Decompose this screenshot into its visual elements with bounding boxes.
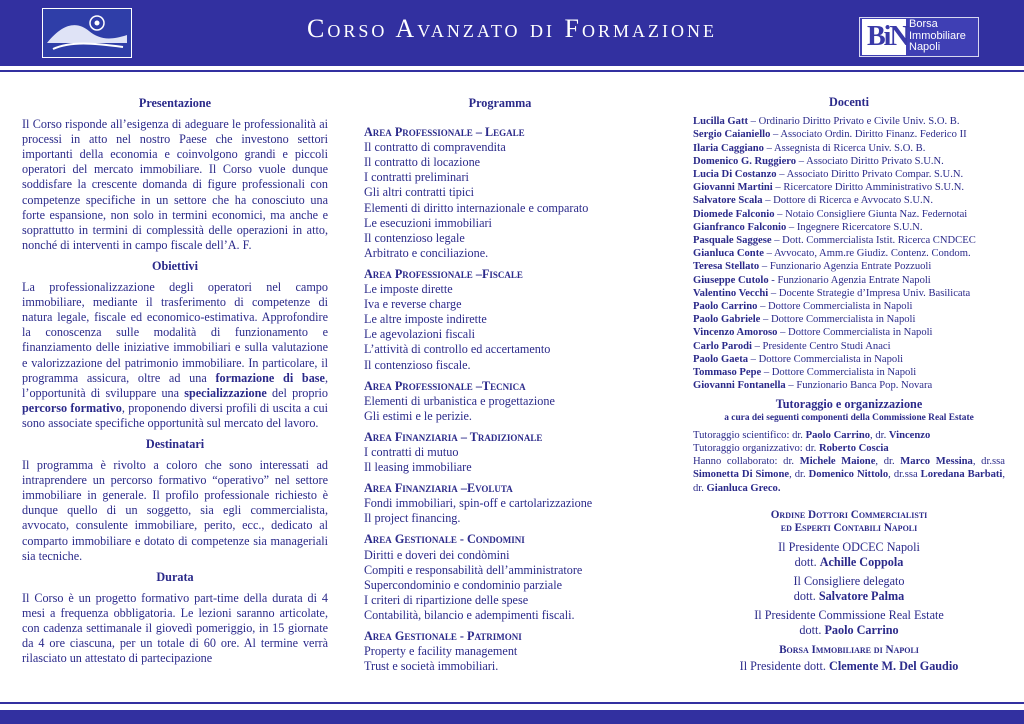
logo-right-text xyxy=(909,19,966,54)
presidente-commissione xyxy=(693,608,1005,638)
area-heading: Area Finanziaria –Evoluta xyxy=(364,481,513,496)
bin-logo-mark xyxy=(862,19,906,55)
coll-name-1: Michele Maione xyxy=(799,456,876,468)
logo-line-3: Napoli xyxy=(909,41,941,53)
program-item: I contratti preliminari xyxy=(364,170,469,185)
org-odcec-line-1: Ordine Dottori Commercialisti xyxy=(770,508,928,521)
area-heading: Area Professionale – Legale xyxy=(364,125,525,140)
docente-name: Giuseppe Cutolo xyxy=(693,274,769,286)
coll-name-3: Simonetta Di Simone xyxy=(693,469,790,481)
tutoraggio-scientifico xyxy=(693,429,1005,442)
program-item: Fondi immobiliari, spin-off e cartolarizzazione xyxy=(364,496,593,511)
docente-role: – Ordinario Diritto Privato e Civile Univ. S.O. B. xyxy=(748,116,960,128)
column-right xyxy=(693,96,1005,674)
obiettivi-bold-3: percorso formativo xyxy=(22,400,122,415)
docente-row xyxy=(693,221,1005,234)
program-item: Property e facility management xyxy=(364,644,518,659)
docente-row xyxy=(693,300,1005,313)
heading-obiettivi: Obiettivi xyxy=(151,258,199,273)
header-divider xyxy=(0,70,1024,72)
docente-row xyxy=(693,247,1005,260)
docente-row xyxy=(693,208,1005,221)
coll-name-2: Marco Messina xyxy=(900,456,973,468)
docente-role: – Dottore Commercialista in Napoli xyxy=(757,301,913,313)
coll-name-4: Domenico Nittolo xyxy=(808,469,889,481)
program-item: L’attività di controllo ed accertamento xyxy=(364,342,551,357)
program-item: Elementi di urbanistica e progettazione xyxy=(364,393,555,408)
page-title: Corso Avanzato di Formazione xyxy=(307,14,717,43)
program-item: Le altre imposte indirette xyxy=(364,312,487,327)
docente-role: – Associato Diritto Privato S.U.N. xyxy=(796,155,944,167)
pres1-prefix: dott. xyxy=(794,554,820,569)
tutor-org-name: Roberto Coscia xyxy=(818,443,889,455)
program-item: Arbitrato e conciliazione. xyxy=(364,245,489,260)
pres3-role: Il Presidente Commissione Real Estate xyxy=(754,607,944,622)
heading-presentazione: Presentazione xyxy=(138,96,212,110)
docente-row xyxy=(693,313,1005,326)
docente-row xyxy=(693,142,1005,155)
program-item: Elementi di diritto internazionale e comparato xyxy=(364,200,589,215)
coll-name-5: Loredana Barbati xyxy=(920,469,1003,481)
program-item: Supercondominio e condominio parziale xyxy=(364,577,562,592)
docente-role: – Ricercatore Diritto Amministrativo S.U.N. xyxy=(772,182,965,194)
docente-role: – Dottore Commercialista in Napoli xyxy=(777,327,933,339)
docente-role: – Notaio Consigliere Giunta Naz. Federnotai xyxy=(774,208,968,220)
heading-tutoraggio: Tutoraggio e organizzazione xyxy=(775,397,923,412)
tutor-sci-name-1: Paolo Carrino xyxy=(805,429,871,441)
program-item: Le imposte dirette xyxy=(364,282,453,297)
program-item: I contratti di mutuo xyxy=(364,444,459,459)
docente-role: – Funzionario Banca Pop. Novara xyxy=(785,380,933,392)
docente-row xyxy=(693,287,1005,300)
docente-name: Sergio Caianiello xyxy=(693,129,771,141)
column-left xyxy=(22,96,328,672)
docente-row xyxy=(693,326,1005,339)
docente-row xyxy=(693,340,1005,353)
obiettivi-bold-2: specializzazione xyxy=(184,385,267,400)
docente-name: Tommaso Pepe xyxy=(693,367,762,379)
docente-role: - Funzionario Agenzia Entrate Napoli xyxy=(768,274,931,286)
coll-sep-1: , dr. xyxy=(875,456,901,468)
docente-name: Lucia Di Costanzo xyxy=(693,169,777,181)
pres1-name: Achille Coppola xyxy=(819,554,904,569)
docente-row xyxy=(693,379,1005,392)
area-heading: Area Finanziaria – Tradizionale xyxy=(364,429,543,444)
obiettivi-bold-1: formazione di base xyxy=(215,370,325,385)
heading-docenti: Docenti xyxy=(829,95,869,109)
docente-role: – Dottore Commercialista in Napoli xyxy=(760,314,916,326)
docente-row xyxy=(693,128,1005,141)
program-item: Contabilità, bilancio e adempimenti fiscali. xyxy=(364,607,575,622)
program-item: Le agevolazioni fiscali xyxy=(364,327,475,342)
docente-role: – Associato Diritto Privato Compar. S.U.N. xyxy=(776,169,964,181)
docente-row xyxy=(693,260,1005,273)
program-areas xyxy=(364,125,636,674)
heading-durata: Durata xyxy=(156,569,194,584)
docente-name: Pasquale Saggese xyxy=(693,235,772,247)
pres3-prefix: dott. xyxy=(799,622,825,637)
collaboratori xyxy=(693,455,1005,495)
program-item: I criteri di ripartizione delle spese xyxy=(364,592,529,607)
docente-row xyxy=(693,181,1005,194)
tutoraggio-subtitle: a cura dei seguenti componenti della Commissione Real Estate xyxy=(724,412,974,423)
tutor-org-label: Tutoraggio organizzativo: dr. xyxy=(693,443,819,455)
coll-sep-3: , dr. xyxy=(789,469,809,481)
program-item: Il contenzioso legale xyxy=(364,230,465,245)
docente-row xyxy=(693,168,1005,181)
heading-programma: Programma xyxy=(468,96,532,110)
program-item: Diritti e doveri dei condòmini xyxy=(364,547,510,562)
text-presentazione: Il Corso risponde all’esigenza di adeguare le professionalità ai processi in atto nel nostro Paese che investono settori importanti della economia e coinvolgono grandi e piccoli operatori del mercato immobiliare. Il Corso vuole dunque soddisfare la crescente domanda di figure professionali con competenze specifiche in un settore che ha conosciuto una forte espansione, non solo in termini economici, ma anche e soprattutto in termini di complessità delle operazioni in atto, nonché di interventi in campo fiscale dell’A. F. xyxy=(22,117,328,252)
text-durata: Il Corso è un progetto formativo part-time della durata di 4 mesi a frequenza obbligatoria. Le lezioni saranno articolate, con cadenza settimanale il giovedì pomeriggio, in 15 giornate da 4 ore ciascuna, per un totale di 60 ore. Al termine verrà rilasciato un attestato di partecipazione xyxy=(22,590,328,666)
coll-sep-4: , dr.ssa xyxy=(888,469,921,481)
docente-role: – Associato Ordin. Diritto Finanz. Federico II xyxy=(770,129,967,141)
docente-role: – Dott. Commercialista Istit. Ricerca CNDCEC xyxy=(771,235,976,247)
program-item: Gli estimi e le perizie. xyxy=(364,408,472,423)
docente-row xyxy=(693,234,1005,247)
area-heading: Area Professionale –Tecnica xyxy=(364,378,526,393)
docente-name: Giovanni Fontanella xyxy=(693,380,786,392)
footer-divider xyxy=(0,702,1024,704)
text-destinatari: Il programma è rivolto a coloro che sono interessati ad intraprendere un percorso formativo “operativo” nel settore immobiliare in generale. Il profilo professionale richiesto è dunque quello di un soggetto, sia egli commercialista, avvocato, consulente immobiliare, perito, ecc., dedicato al comparto immobiliare e dotato di competenze sia manageriali sia tecniche. xyxy=(22,458,328,563)
pres3-name: Paolo Carrino xyxy=(824,622,899,637)
program-item: Gli altri contratti tipici xyxy=(364,185,474,200)
program-item: Compiti e responsabilità dell’amministratore xyxy=(364,562,583,577)
org-odcec-line-2: ed Esperti Contabili Napoli xyxy=(780,522,918,535)
docente-name: Paolo Gabriele xyxy=(693,314,761,326)
obiettivi-part-3: del proprio xyxy=(266,385,328,400)
docente-name: Lucilla Gatt xyxy=(693,116,749,128)
docente-role: – Dottore di Ricerca e Avvocato S.U.N. xyxy=(762,195,933,207)
org-odcec xyxy=(693,509,1005,536)
coll-sep-5: , dr. xyxy=(693,469,1006,494)
docente-name: Gianfranco Falconio xyxy=(693,221,787,233)
docente-role: – Funzionario Agenzia Entrate Pozzuoli xyxy=(759,261,932,273)
header-bar xyxy=(0,0,1024,66)
pres1-role: Il Presidente ODCEC Napoli xyxy=(778,539,920,554)
tutor-sci-sep: , dr. xyxy=(870,429,889,441)
docente-name: Giovanni Martini xyxy=(693,182,773,194)
column-middle xyxy=(364,96,636,674)
program-item: Il contenzioso fiscale. xyxy=(364,357,471,372)
coll-label: Hanno collaborato: dr. xyxy=(693,456,800,468)
coll-sep-2: , dr.ssa xyxy=(972,456,1005,468)
program-item: Trust e società immobiliari. xyxy=(364,659,499,674)
docente-name: Paolo Gaeta xyxy=(693,353,749,365)
pres2-name: Salvatore Palma xyxy=(818,588,905,603)
org-borsa: Borsa Immobiliare di Napoli xyxy=(779,643,919,656)
coll-name-6: Gianluca Greco. xyxy=(706,482,781,494)
docente-role: – Dottore Commercialista in Napoli xyxy=(748,353,904,365)
docenti-list xyxy=(693,115,1005,392)
docente-name: Diomede Falconio xyxy=(693,208,775,220)
heading-destinatari: Destinatari xyxy=(145,436,205,451)
area-heading: Area Professionale –Fiscale xyxy=(364,266,523,281)
text-obiettivi xyxy=(22,280,328,431)
docente-name: Ilaria Caggiano xyxy=(693,142,764,154)
docente-name: Paolo Carrino xyxy=(693,301,758,313)
bin-logo-icon: BiN xyxy=(867,21,908,52)
program-item: Il project financing. xyxy=(364,511,461,526)
logo-line-2: Immobiliare xyxy=(909,29,966,42)
program-item: Il contratto di locazione xyxy=(364,155,481,170)
docente-name: Teresa Stellato xyxy=(693,261,760,273)
logo-right xyxy=(859,17,979,57)
area-heading: Area Gestionale - Condomini xyxy=(364,532,525,547)
pres4-prefix: Il Presidente dott. xyxy=(739,659,830,674)
docente-name: Domenico G. Ruggiero xyxy=(693,155,797,167)
docente-row xyxy=(693,115,1005,128)
program-item: Le esecuzioni immobiliari xyxy=(364,215,492,230)
tutor-sci-name-2: Vincenzo xyxy=(888,429,931,441)
docente-name: Gianluca Conte xyxy=(693,248,764,260)
program-item: Iva e reverse charge xyxy=(364,297,462,312)
consigliere-delegato xyxy=(693,574,1005,604)
docente-name: Carlo Parodi xyxy=(693,340,752,352)
pres4-name: Clemente M. Del Gaudio xyxy=(829,659,959,674)
tutor-sci-label: Tutoraggio scientifico: dr. xyxy=(693,429,806,441)
docente-role: – Presidente Centro Studi Anaci xyxy=(751,340,891,352)
docente-row xyxy=(693,353,1005,366)
docente-row xyxy=(693,274,1005,287)
program-item: Il contratto di compravendita xyxy=(364,140,506,155)
area-heading: Area Gestionale - Patrimoni xyxy=(364,629,522,643)
docente-role: – Dottore Commercialista in Napoli xyxy=(761,367,917,379)
docente-name: Salvatore Scala xyxy=(693,195,763,207)
docente-role: – Docente Strategie d’Impresa Univ. Basilicata xyxy=(768,287,971,299)
docente-row xyxy=(693,366,1005,379)
pres2-prefix: dott. xyxy=(793,588,819,603)
docente-role: – Avvocato, Amm.re Giudiz. Contenz. Condom. xyxy=(763,248,971,260)
docente-role: – Ingegnere Ricercatore S.U.N. xyxy=(786,221,923,233)
logo-line-1: Borsa xyxy=(909,18,938,30)
docente-name: Valentino Vecchi xyxy=(693,287,769,299)
tutoraggio-organizzativo xyxy=(693,442,1005,455)
obiettivi-part-4: , proponendo diversi profili di uscita a cui sono associate specifiche opportunità sul mercato del lavoro. xyxy=(22,400,328,430)
docente-row xyxy=(693,194,1005,207)
program-item: Il leasing immobiliare xyxy=(364,460,472,475)
docente-role: – Assegnista di Ricerca Univ. S.O. B. xyxy=(763,142,926,154)
obiettivi-part-1: La professionalizzazione degli operatori nel campo immobiliare, mediante il trasferimento di competenze di natura legale, fiscale ed economico-estimativa. Approfondire la conoscenza sulle modalità di funzionamento e finanziamento delle iniziative immobiliari e sulla valutazione e valorizzazione del patrimonio immobiliare. In particolare, il programma assicura, oltre ad una xyxy=(22,280,328,385)
presidente-borsa xyxy=(693,659,1005,674)
docente-name: Vincenzo Amoroso xyxy=(693,327,778,339)
obiettivi-part-2: , l’opportunità di sviluppare una xyxy=(22,370,328,400)
presidente-odcec xyxy=(693,540,1005,570)
docente-row xyxy=(693,155,1005,168)
footer-bar xyxy=(0,710,1024,724)
pres2-role: Il Consigliere delegato xyxy=(793,573,905,588)
